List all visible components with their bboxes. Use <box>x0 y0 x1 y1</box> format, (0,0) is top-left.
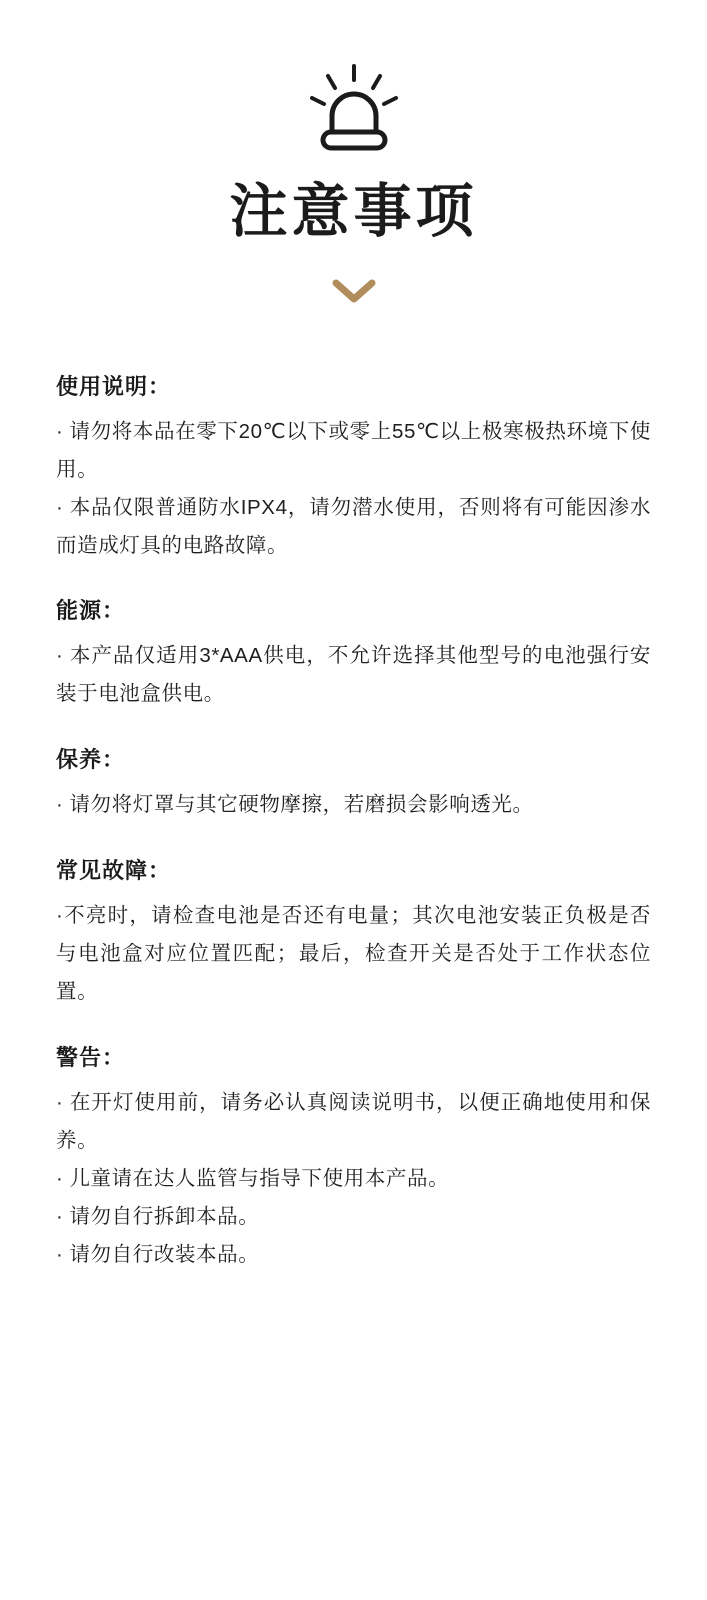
section-usage <box>56 370 651 565</box>
bullet-marker: · <box>56 904 64 928</box>
bullet-marker: · <box>56 495 64 519</box>
bullet-text: 请勿将灯罩与其它硬物摩擦，若磨损会影响透光。 <box>69 793 534 817</box>
bullet-marker: · <box>56 1091 64 1115</box>
bullet-item <box>56 897 651 1011</box>
section-heading: 能源： <box>56 598 126 624</box>
section-heading: 使用说明： <box>56 373 172 399</box>
siren-alarm-icon <box>306 62 402 158</box>
section-maintenance <box>56 743 651 824</box>
page-header <box>0 0 707 304</box>
section-heading: 保养： <box>56 747 126 773</box>
bullet-item <box>56 786 651 824</box>
section-heading: 警告： <box>56 1045 126 1071</box>
bullet-text: 请勿自行拆卸本品。 <box>69 1204 260 1228</box>
bullet-item <box>56 1236 651 1274</box>
notice-content <box>0 370 707 1274</box>
bullet-text: 在开灯使用前，请务必认真阅读说明书，以便正确地使用和保养。 <box>56 1091 651 1152</box>
page-title: 注意事项 <box>229 179 478 244</box>
chevron-down-wrap <box>332 278 376 304</box>
chevron-down-icon <box>332 278 376 304</box>
section-power <box>56 594 651 713</box>
bullet-marker: · <box>56 793 64 817</box>
bullet-item <box>56 1160 651 1198</box>
bullet-item <box>56 1198 651 1236</box>
bullet-text: 本产品仅适用3*AAA供电，不允许选择其他型号的电池强行安装于电池盒供电。 <box>56 644 651 706</box>
bullet-text: 请勿自行改装本品。 <box>69 1242 260 1266</box>
bullet-item <box>56 637 651 713</box>
bullet-item <box>56 1084 651 1160</box>
bullet-text: 不亮时，请检查电池是否还有电量；其次电池安装正负极是否与电池盒对应位置匹配；最后，检查开关是否处于工作状态位置。 <box>56 904 651 1004</box>
bullet-marker: · <box>56 419 64 443</box>
section-warning <box>56 1041 651 1274</box>
bullet-marker: · <box>56 1204 64 1228</box>
bullet-item <box>56 489 651 565</box>
bullet-marker: · <box>56 1166 64 1190</box>
bullet-item <box>56 413 651 489</box>
section-heading: 常见故障： <box>56 858 172 884</box>
bullet-marker: · <box>56 644 64 668</box>
bullet-marker: · <box>56 1242 64 1266</box>
section-troubleshooting <box>56 854 651 1011</box>
bullet-text: 请勿将本品在零下20℃以下或零上55℃以上极寒极热环境下使用。 <box>56 419 651 481</box>
bullet-text: 本品仅限普通防水IPX4，请勿潜水使用，否则将有可能因渗水而造成灯具的电路故障。 <box>56 495 651 557</box>
bullet-text: 儿童请在达人监管与指导下使用本产品。 <box>69 1166 450 1190</box>
